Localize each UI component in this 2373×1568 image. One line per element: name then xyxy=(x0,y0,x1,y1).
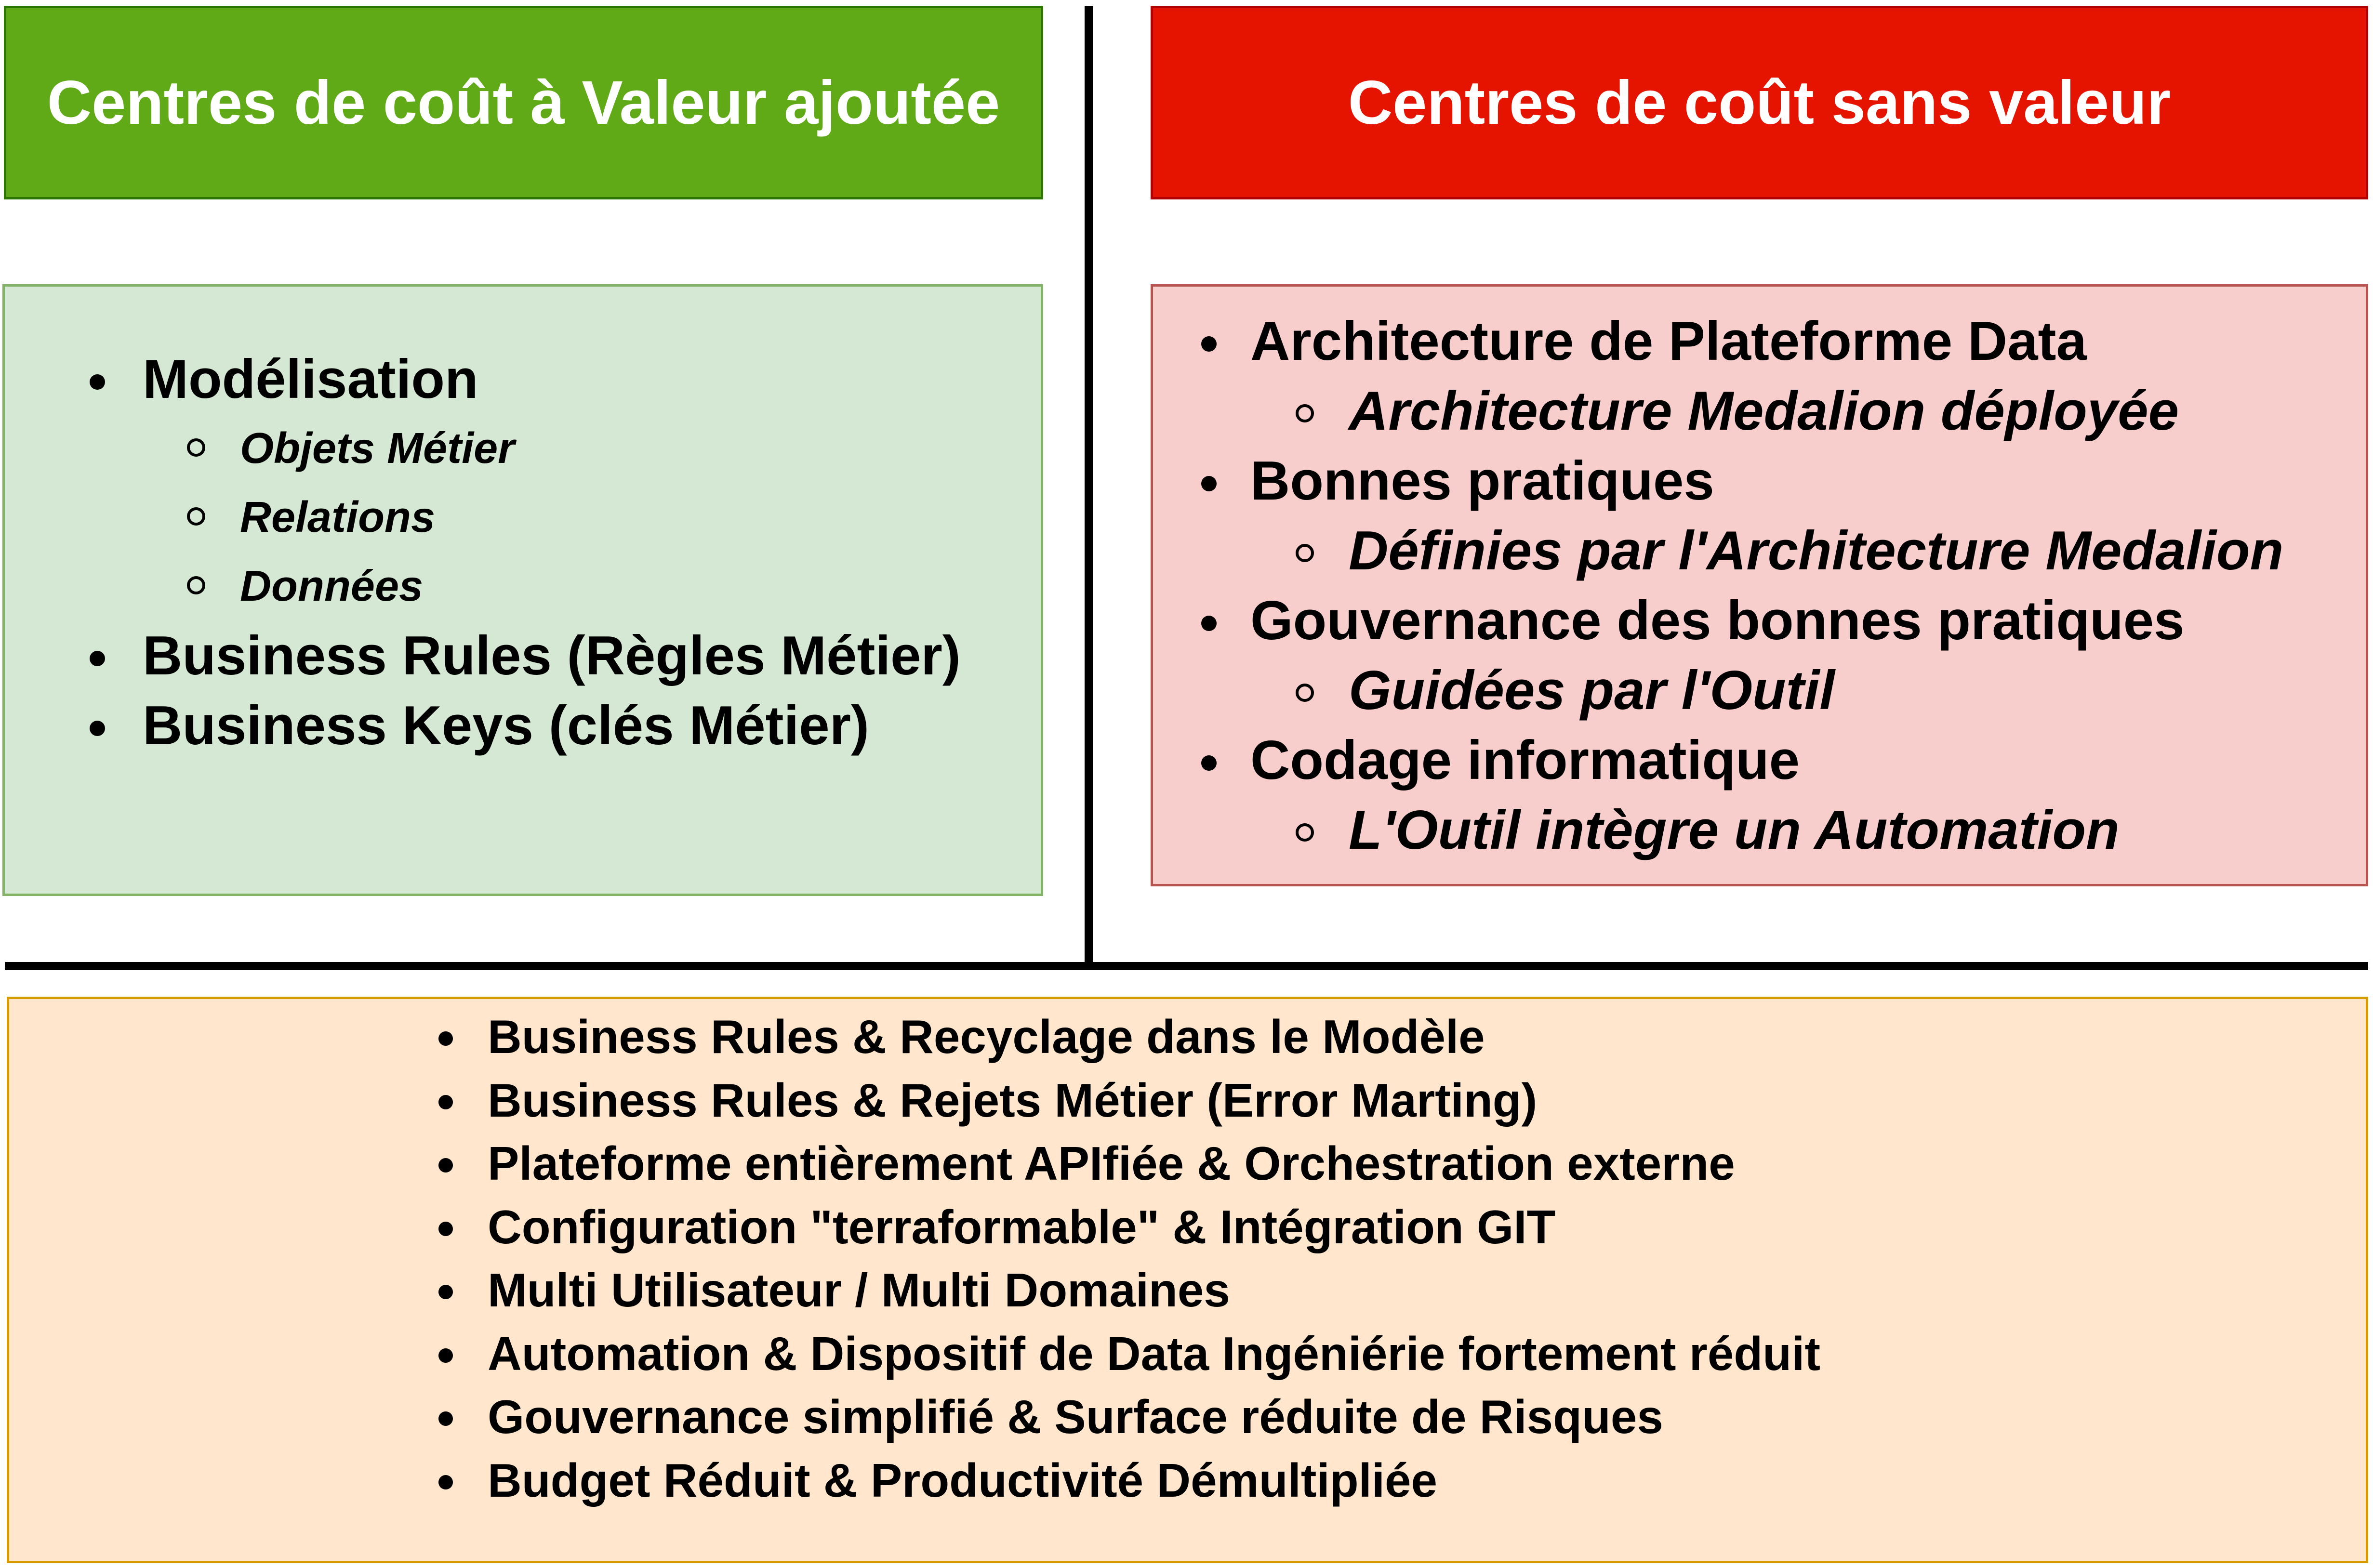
bullet-icon xyxy=(438,1158,453,1173)
sub-list-item-label: L'Outil intègre un Automation xyxy=(1349,800,2120,861)
list-item xyxy=(1250,586,2283,656)
list-item xyxy=(488,1322,1820,1386)
sub-list-item xyxy=(240,483,961,552)
list-item xyxy=(488,1069,1820,1133)
list-item xyxy=(143,621,961,691)
bullet-icon xyxy=(438,1411,453,1426)
list-item-label: Gouvernance des bonnes pratiques xyxy=(1250,590,2185,651)
list-item xyxy=(488,1005,1820,1069)
benefits-list xyxy=(488,1005,1820,1512)
list-item-label: Codage informatique xyxy=(1250,730,1800,791)
bullet-icon xyxy=(1201,616,1217,631)
bullet-icon xyxy=(1201,476,1217,491)
bullet-icon xyxy=(1201,336,1217,352)
bullet-icon xyxy=(90,721,105,736)
horizontal-divider xyxy=(5,962,2368,970)
list-item-label: Automation & Dispositif de Data Ingéniérie fortement réduit xyxy=(488,1327,1821,1380)
sub-list-item xyxy=(1349,656,2283,725)
circle-bullet-icon xyxy=(187,507,205,526)
circle-bullet-icon xyxy=(1296,823,1314,842)
non-value-cost-centers-header xyxy=(1151,6,2368,199)
list-item xyxy=(1250,725,2283,795)
circle-bullet-icon xyxy=(1296,684,1314,702)
sub-list-item xyxy=(1349,795,2283,865)
sub-list-item xyxy=(1349,376,2283,446)
bullet-icon xyxy=(438,1285,453,1299)
list-item-label: Budget Réduit & Productivité Démultipliée xyxy=(488,1453,1438,1507)
vertical-divider xyxy=(1085,6,1093,967)
list-item-label: Multi Utilisateur / Multi Domaines xyxy=(488,1264,1230,1317)
sub-list-item-label: Données xyxy=(240,562,424,610)
list-item xyxy=(488,1385,1820,1449)
sub-list-item xyxy=(240,552,961,621)
bullet-icon xyxy=(90,651,105,666)
bullet-icon xyxy=(438,1222,453,1236)
sub-list-item-label: Guidées par l'Outil xyxy=(1349,660,1835,721)
list-item xyxy=(143,691,961,761)
list-item xyxy=(488,1196,1820,1259)
list-item-label: Business Rules (Règles Métier) xyxy=(143,625,961,686)
list-item-label: Business Rules & Rejets Métier (Error Marting) xyxy=(488,1073,1538,1127)
list-item xyxy=(488,1132,1820,1196)
value-added-header-title: Centres de coût à Valeur ajoutée xyxy=(47,68,1000,137)
circle-bullet-icon xyxy=(187,438,205,457)
bullet-icon xyxy=(438,1348,453,1363)
list-item xyxy=(1250,446,2283,516)
list-item xyxy=(1250,306,2283,376)
list-item xyxy=(488,1259,1820,1322)
sub-list-item xyxy=(1349,516,2283,586)
list-item-label: Modélisation xyxy=(143,349,478,410)
list-item xyxy=(488,1449,1820,1513)
list-item-label: Plateforme entièrement APIfiée & Orchestration externe xyxy=(488,1137,1735,1190)
list-item-label: Gouvernance simplifié & Surface réduite de Risques xyxy=(488,1390,1663,1443)
circle-bullet-icon xyxy=(1296,404,1314,422)
circle-bullet-icon xyxy=(187,576,205,594)
sub-list-item-label: Relations xyxy=(240,493,436,541)
sub-list-item-label: Définies par l'Architecture Medalion xyxy=(1349,520,2284,581)
list-item-label: Business Rules & Recyclage dans le Modèle xyxy=(488,1010,1485,1063)
list-item-label: Architecture de Plateforme Data xyxy=(1250,311,2087,372)
list-item-label: Bonnes pratiques xyxy=(1250,450,1714,512)
bullet-icon xyxy=(438,1031,453,1046)
value-added-list xyxy=(143,344,961,761)
bullet-icon xyxy=(1201,755,1217,771)
sub-list-item-label: Objets Métier xyxy=(240,424,515,473)
sub-list-item xyxy=(240,414,961,483)
bullet-icon xyxy=(90,374,105,390)
bullet-icon xyxy=(438,1095,453,1109)
list-item-label: Business Keys (clés Métier) xyxy=(143,695,869,756)
bullet-icon xyxy=(438,1475,453,1489)
list-item-label: Configuration "terraformable" & Intégration GIT xyxy=(488,1200,1556,1253)
sub-list-item-label: Architecture Medalion déployée xyxy=(1349,381,2179,442)
non-value-list xyxy=(1250,306,2283,865)
list-item xyxy=(143,344,961,414)
non-value-header-title: Centres de coût sans valeur xyxy=(1348,68,2171,137)
circle-bullet-icon xyxy=(1296,544,1314,562)
value-added-cost-centers-header xyxy=(4,6,1043,199)
